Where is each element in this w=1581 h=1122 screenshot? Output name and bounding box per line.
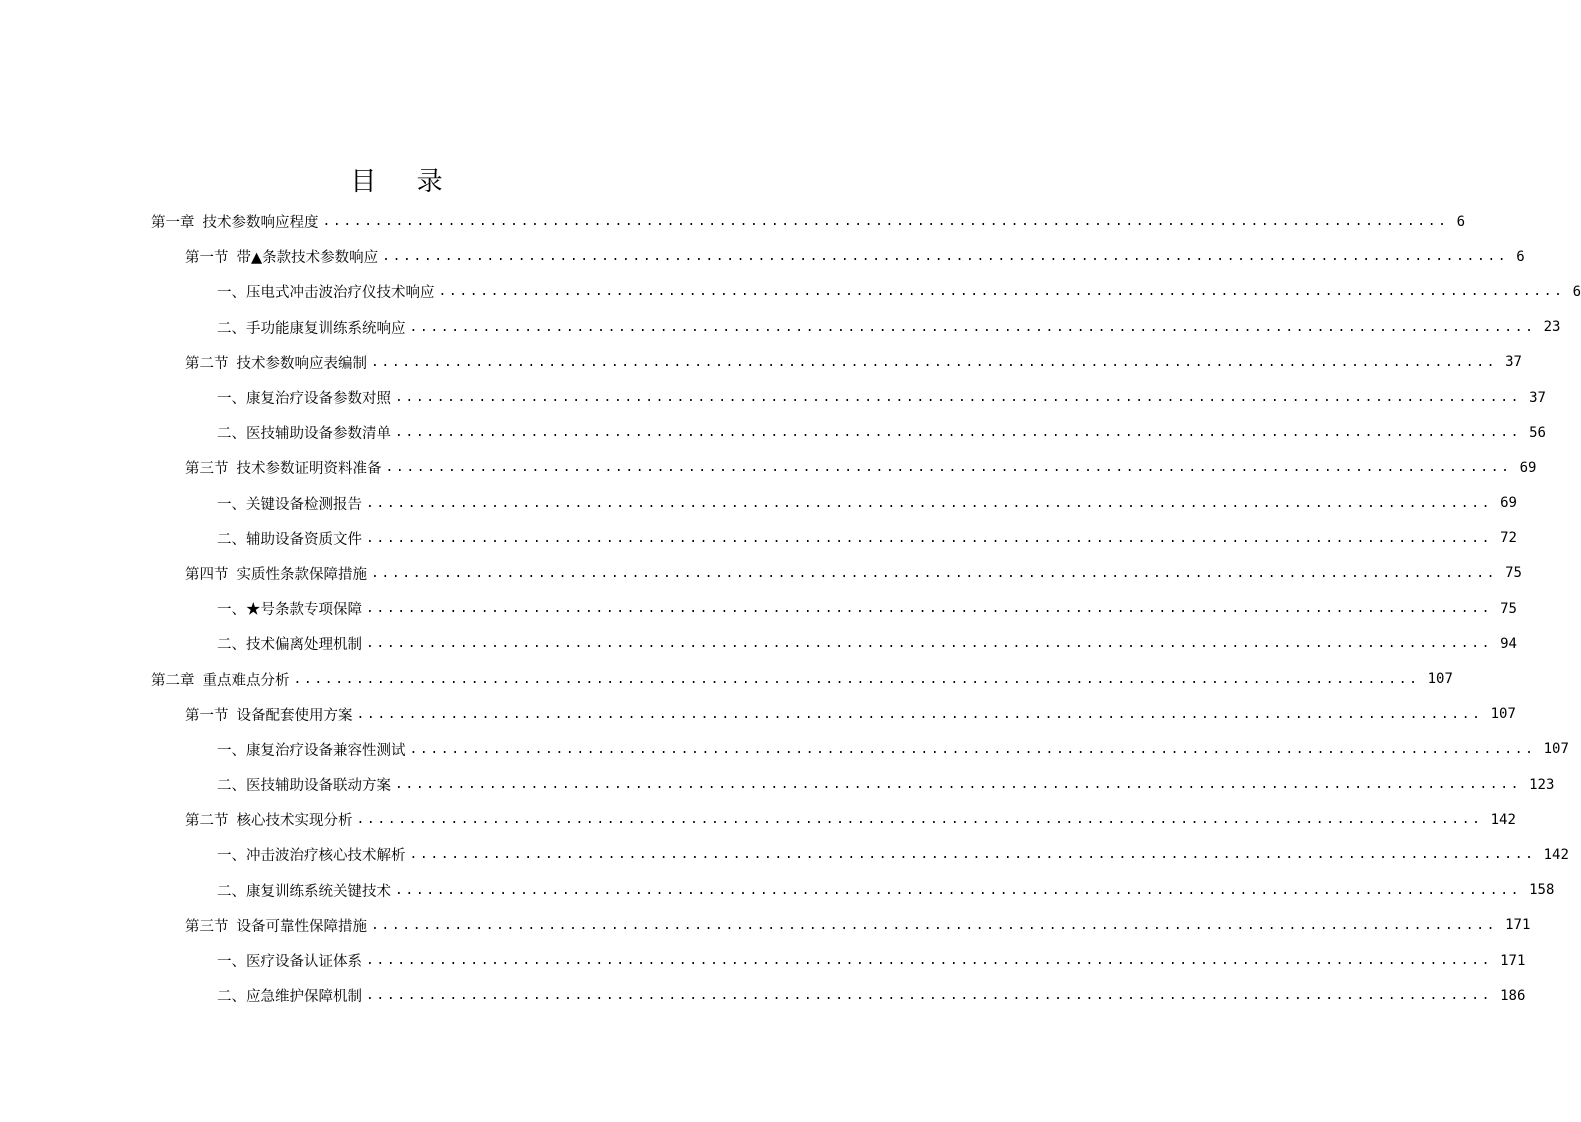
toc-entry-number: 第二章 — [151, 672, 195, 689]
toc-section-entry[interactable] — [0, 697, 1516, 732]
toc-subsection-entry[interactable] — [0, 274, 1581, 309]
toc-entry-title: 医疗设备认证体系 — [246, 954, 362, 971]
toc-entry-number: 第一章 — [151, 215, 195, 232]
toc-entry-number: 二、 — [217, 320, 246, 337]
toc-entry-title: 设备可靠性保障措施 — [236, 918, 367, 935]
toc-entry-title: 技术参数证明资料准备 — [236, 461, 382, 478]
toc-dot-leader: ............................................................................................................ — [438, 284, 1565, 300]
toc-chapter-entry[interactable] — [0, 204, 1466, 239]
toc-subsection-entry[interactable] — [0, 415, 1546, 450]
toc-page-number: 94 — [1500, 635, 1517, 652]
toc-dot-leader: ............................................................................................................ — [382, 249, 1509, 265]
toc-entry-number: 一、 — [217, 496, 246, 513]
toc-section-entry[interactable] — [0, 802, 1516, 837]
toc-entry-number: 一、 — [217, 742, 246, 759]
toc-dot-leader: ............................................................................................................ — [371, 354, 1498, 370]
toc-dot-leader: ............................................................................................................ — [395, 882, 1522, 898]
toc-entry-number: 第一节 — [185, 707, 229, 724]
toc-entry-title: 关键设备检测报告 — [246, 496, 362, 513]
toc-page-number: 69 — [1519, 459, 1537, 476]
toc-entry-title: 实质性条款保障措施 — [236, 566, 367, 583]
toc-entry-title: 康复治疗设备参数对照 — [246, 391, 391, 408]
toc-page-number: 75 — [1500, 600, 1517, 617]
toc-dot-leader: ............................................................................................................ — [366, 601, 1493, 617]
toc-page-number: 107 — [1543, 741, 1569, 758]
toc-page-number: 186 — [1500, 987, 1526, 1004]
toc-subsection-entry[interactable] — [0, 591, 1517, 626]
toc-entry-title: 辅助设备资质文件 — [246, 531, 362, 548]
toc-page-number: 6 — [1516, 248, 1525, 265]
toc-dot-leader: ............................................................................................................ — [395, 777, 1522, 793]
toc-subsection-entry[interactable] — [0, 767, 1555, 802]
toc-dot-leader: ............................................................................................................ — [322, 214, 1449, 230]
toc-page-number: 107 — [1490, 706, 1516, 723]
toc-dot-leader: ............................................................................................................ — [356, 812, 1483, 828]
table-of-contents — [0, 204, 1581, 1013]
toc-page-number: 37 — [1529, 389, 1546, 406]
toc-section-entry[interactable] — [0, 908, 1531, 943]
toc-subsection-entry[interactable] — [0, 978, 1526, 1013]
toc-entry-number: 第三节 — [185, 918, 229, 935]
toc-dot-leader: ............................................................................................................ — [409, 847, 1536, 863]
toc-entry-number: 第四节 — [185, 566, 229, 583]
toc-subsection-entry[interactable] — [0, 873, 1555, 908]
toc-dot-leader: ............................................................................................................ — [366, 953, 1493, 969]
toc-entry-title: 手功能康复训练系统响应 — [246, 320, 406, 337]
toc-page-number: 123 — [1529, 776, 1555, 793]
toc-entry-number: 第三节 — [185, 461, 229, 478]
toc-dot-leader: ............................................................................................................ — [395, 425, 1522, 441]
toc-page-number: 6 — [1456, 213, 1466, 230]
toc-page-number: 23 — [1543, 319, 1561, 336]
toc-entry-title: 技术偏离处理机制 — [246, 637, 362, 654]
toc-entry-title: 带▲条款技术参数响应 — [236, 250, 379, 267]
toc-entry-number: 二、 — [217, 989, 246, 1006]
toc-entry-title: 医技辅助设备参数清单 — [246, 426, 391, 443]
toc-dot-leader: ............................................................................................................ — [366, 988, 1493, 1004]
toc-page-number: 56 — [1529, 424, 1546, 441]
toc-entry-title: 核心技术实现分析 — [236, 813, 353, 830]
toc-page-number: 171 — [1505, 917, 1531, 934]
toc-page-number: 171 — [1500, 952, 1526, 969]
toc-entry-title: 设备配套使用方案 — [236, 707, 353, 724]
toc-dot-leader: ............................................................................................................ — [371, 917, 1498, 933]
toc-entry-number: 二、 — [217, 883, 246, 900]
toc-entry-number: 二、 — [217, 637, 246, 654]
toc-section-entry[interactable] — [0, 239, 1525, 274]
toc-page-number: 69 — [1500, 495, 1517, 512]
toc-section-entry[interactable] — [0, 450, 1537, 485]
toc-entry-number: 二、 — [217, 426, 246, 443]
toc-entry-title: 康复训练系统关键技术 — [246, 883, 391, 900]
toc-dot-leader: ............................................................................................................ — [366, 530, 1493, 546]
toc-dot-leader: ............................................................................................................ — [293, 671, 1420, 687]
toc-entry-number: 一、 — [217, 602, 246, 619]
toc-chapter-entry[interactable] — [0, 661, 1453, 696]
toc-subsection-entry[interactable] — [0, 486, 1517, 521]
toc-page-number: 142 — [1490, 811, 1516, 828]
page-title: 目 录 — [350, 167, 459, 198]
toc-entry-number: 第二节 — [185, 355, 229, 372]
toc-entry-number: 二、 — [217, 531, 246, 548]
toc-subsection-entry[interactable] — [0, 380, 1546, 415]
toc-entry-number: 第二节 — [185, 813, 229, 830]
toc-subsection-entry[interactable] — [0, 837, 1569, 872]
toc-entry-number: 一、 — [217, 391, 246, 408]
toc-dot-leader: ............................................................................................................ — [409, 319, 1536, 335]
toc-section-entry[interactable] — [0, 345, 1522, 380]
toc-entry-title: 康复治疗设备兼容性测试 — [246, 742, 406, 759]
toc-entry-number: 二、 — [217, 778, 246, 795]
toc-entry-title: 应急维护保障机制 — [246, 989, 362, 1006]
toc-page-number: 158 — [1529, 882, 1555, 899]
toc-dot-leader: ............................................................................................................ — [385, 460, 1512, 476]
toc-entry-number: 一、 — [217, 954, 246, 971]
toc-entry-title: 重点难点分析 — [202, 672, 290, 689]
toc-page-number: 107 — [1427, 671, 1453, 688]
toc-dot-leader: ............................................................................................................ — [356, 706, 1483, 722]
toc-entry-title: ★号条款专项保障 — [246, 602, 362, 619]
toc-page-number: 37 — [1505, 354, 1522, 371]
toc-dot-leader: ............................................................................................................ — [366, 636, 1493, 652]
toc-section-entry[interactable] — [0, 556, 1522, 591]
toc-entry-title: 压电式冲击波治疗仪技术响应 — [246, 285, 435, 302]
toc-entry-number: 一、 — [217, 285, 246, 302]
toc-subsection-entry[interactable] — [0, 626, 1517, 661]
toc-page-number: 6 — [1572, 283, 1581, 300]
toc-entry-title: 技术参数响应表编制 — [236, 355, 367, 372]
toc-page-number: 142 — [1543, 846, 1569, 863]
toc-page-number: 72 — [1500, 530, 1517, 547]
toc-subsection-entry[interactable] — [0, 943, 1526, 978]
toc-dot-leader: ............................................................................................................ — [395, 390, 1522, 406]
toc-dot-leader: ............................................................................................................ — [366, 495, 1493, 511]
toc-entry-title: 技术参数响应程度 — [202, 215, 319, 232]
toc-dot-leader: ............................................................................................................ — [371, 565, 1498, 581]
toc-subsection-entry[interactable] — [0, 310, 1561, 345]
toc-dot-leader: ............................................................................................................ — [409, 741, 1536, 757]
toc-entry-number: 第一节 — [185, 250, 229, 267]
toc-subsection-entry[interactable] — [0, 521, 1517, 556]
toc-entry-title: 冲击波治疗核心技术解析 — [246, 848, 406, 865]
toc-entry-title: 医技辅助设备联动方案 — [246, 778, 391, 795]
toc-entry-number: 一、 — [217, 848, 246, 865]
toc-subsection-entry[interactable] — [0, 732, 1569, 767]
toc-page-number: 75 — [1505, 565, 1522, 582]
